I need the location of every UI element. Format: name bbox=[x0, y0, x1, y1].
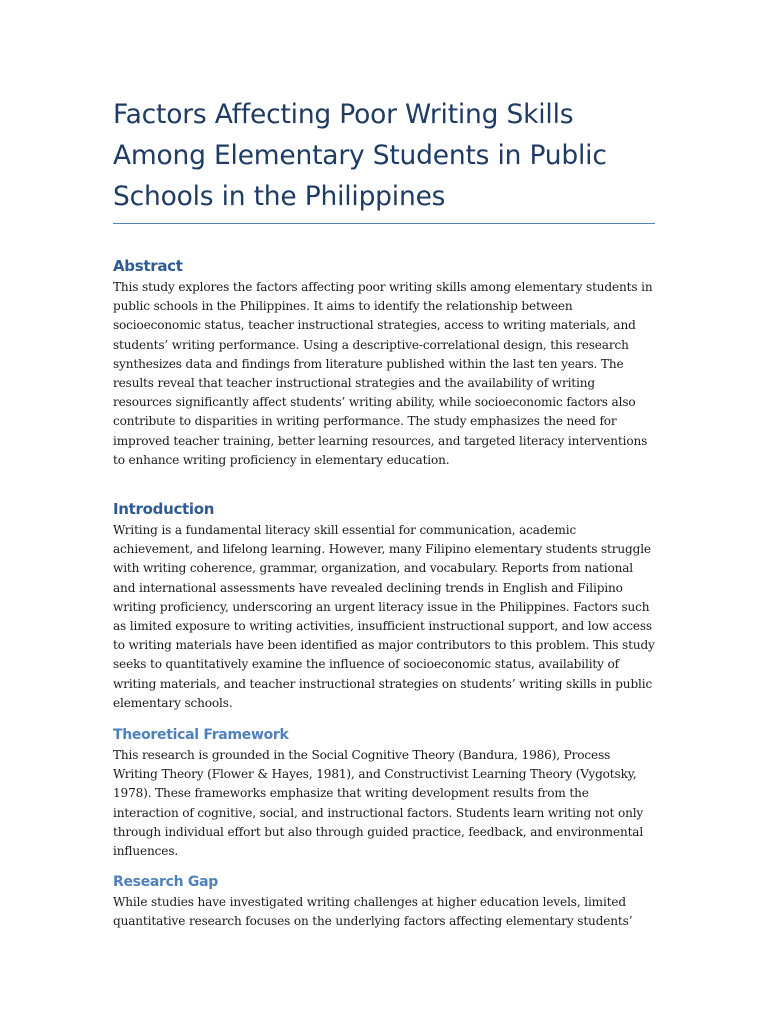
theoretical-framework-heading: Theoretical Framework bbox=[113, 727, 289, 744]
abstract-paragraph: This study explores the factors affecting poor writing skills among elementary students in public schools in the Philippines. It aims to identify the relationship between socioeconomic status, teacher instructional strategies, access to writing materials, and students’ writing performance. Using a descriptive-correlational design, this research synthesizes data and findings from literature published within the last ten years. The results reveal that teacher instructional strategies and the availability of writing resources significantly affect students’ writing ability, while socioeconomic factors also contribute to disparities in writing performance. The study emphasizes the need for improved teacher training, better learning resources, and targeted literacy interventions to enhance writing proficiency in elementary education. bbox=[113, 280, 653, 467]
research-gap-paragraph: While studies have investigated writing challenges at higher education levels, limited quantitative research focuses on the underlying factors affecting elementary students’ bbox=[113, 895, 633, 929]
abstract-heading: Abstract bbox=[113, 257, 183, 275]
title-divider bbox=[113, 223, 655, 224]
document-content bbox=[113, 94, 656, 932]
theoretical-framework-paragraph: This research is grounded in the Social Cognitive Theory (Bandura, 1986), Process Writing Theory (Flower & Hayes, 1981), and Constructivist Learning Theory (Vygotsky, 1978). These frameworks emphasize that writing development results from the interaction of cognitive, social, and instructional factors. Students learn writing not only through individual effort but also through guided practice, feedback, and environmental influences. bbox=[113, 748, 644, 859]
introduction-paragraph: Writing is a fundamental literacy skill essential for communication, academic achievement, and lifelong learning. However, many Filipino elementary students struggle with writing coherence, grammar, organization, and vocabulary. Reports from national and international assessments have revealed declining trends in English and Filipino writing proficiency, underscoring an urgent literacy issue in the Philippines. Factors such as limited exposure to writing activities, insufficient instructional support, and low access to writing materials have been identified as major contributors to this problem. This study seeks to quantitatively examine the influence of socioeconomic status, availability of writing materials, and teacher instructional strategies on students’ writing skills in public elementary schools. bbox=[113, 523, 655, 710]
research-gap-heading: Research Gap bbox=[113, 874, 218, 891]
document-title: Factors Affecting Poor Writing Skills Among Elementary Students in Public Schools in the Philippines bbox=[113, 99, 607, 212]
introduction-heading: Introduction bbox=[113, 500, 215, 519]
